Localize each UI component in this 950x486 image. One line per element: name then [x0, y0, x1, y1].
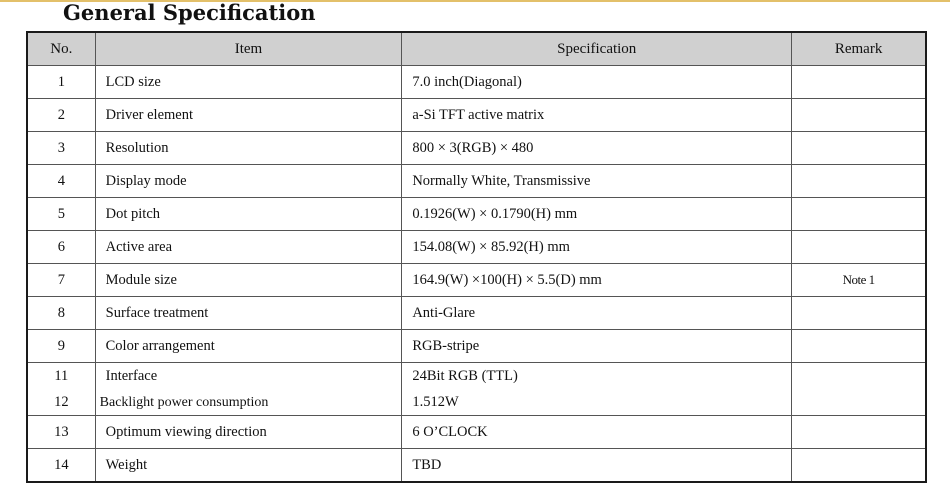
- row-remark: [792, 363, 926, 391]
- row-remark: [792, 66, 926, 99]
- row-remark: [792, 99, 926, 132]
- row-remark: [792, 416, 926, 449]
- row-spec: Anti-Glare: [402, 297, 792, 330]
- table-row: [27, 198, 926, 231]
- table-row: [27, 390, 926, 416]
- row-spec: 800 × 3(RGB) × 480: [402, 132, 792, 165]
- row-number: 14: [27, 449, 95, 483]
- row-spec: a-Si TFT active matrix: [402, 99, 792, 132]
- row-spec: 7.0 inch(Diagonal): [402, 66, 792, 99]
- row-item: Driver element: [95, 99, 402, 132]
- table-row: [27, 363, 926, 391]
- row-item: Color arrangement: [95, 330, 402, 363]
- row-item: LCD size: [95, 66, 402, 99]
- column-header-item: Item: [95, 32, 402, 66]
- row-item: Surface treatment: [95, 297, 402, 330]
- table-row: [27, 264, 926, 297]
- table-row: [27, 99, 926, 132]
- row-number: 4: [27, 165, 95, 198]
- row-item: Active area: [95, 231, 402, 264]
- row-item: Weight: [95, 449, 402, 483]
- table-row: [27, 231, 926, 264]
- table-row: [27, 66, 926, 99]
- row-spec: 154.08(W) × 85.92(H) mm: [402, 231, 792, 264]
- row-remark: [792, 449, 926, 483]
- row-remark: [792, 330, 926, 363]
- table-row: [27, 416, 926, 449]
- row-spec: 1.512W: [402, 390, 792, 416]
- row-remark: [792, 231, 926, 264]
- row-item: Resolution: [95, 132, 402, 165]
- table-row: [27, 449, 926, 483]
- row-number: 6: [27, 231, 95, 264]
- row-spec: 0.1926(W) × 0.1790(H) mm: [402, 198, 792, 231]
- row-number: 3: [27, 132, 95, 165]
- row-remark: [792, 198, 926, 231]
- column-header-remark: Remark: [792, 32, 926, 66]
- table-row: [27, 132, 926, 165]
- row-remark: [792, 390, 926, 416]
- row-number: 13: [27, 416, 95, 449]
- row-spec: TBD: [402, 449, 792, 483]
- row-item: Interface: [95, 363, 402, 391]
- row-number: 11: [27, 363, 95, 391]
- column-header-no: No.: [27, 32, 95, 66]
- column-header-specification: Specification: [402, 32, 792, 66]
- row-number: 1: [27, 66, 95, 99]
- row-number: 2: [27, 99, 95, 132]
- row-remark: [792, 132, 926, 165]
- row-spec: RGB-stripe: [402, 330, 792, 363]
- row-spec: 164.9(W) ×100(H) × 5.5(D) mm: [402, 264, 792, 297]
- row-number: 5: [27, 198, 95, 231]
- row-item: Dot pitch: [95, 198, 402, 231]
- row-spec: 6 O’CLOCK: [402, 416, 792, 449]
- row-remark: [792, 165, 926, 198]
- row-number: 7: [27, 264, 95, 297]
- row-item: Display mode: [95, 165, 402, 198]
- page-title: General Specification: [63, 0, 316, 25]
- table-header-row: [27, 32, 926, 66]
- row-number: 12: [27, 390, 95, 416]
- spec-table: [26, 31, 927, 483]
- row-number: 9: [27, 330, 95, 363]
- row-spec: 24Bit RGB (TTL): [402, 363, 792, 391]
- row-item: Module size: [95, 264, 402, 297]
- table-row: [27, 165, 926, 198]
- table-row: [27, 330, 926, 363]
- row-item: Optimum viewing direction: [95, 416, 402, 449]
- row-spec: Normally White, Transmissive: [402, 165, 792, 198]
- row-item: Backlight power consumption: [95, 390, 402, 416]
- table-row: [27, 297, 926, 330]
- row-number: 8: [27, 297, 95, 330]
- row-remark: [792, 297, 926, 330]
- row-remark: Note 1: [792, 264, 926, 297]
